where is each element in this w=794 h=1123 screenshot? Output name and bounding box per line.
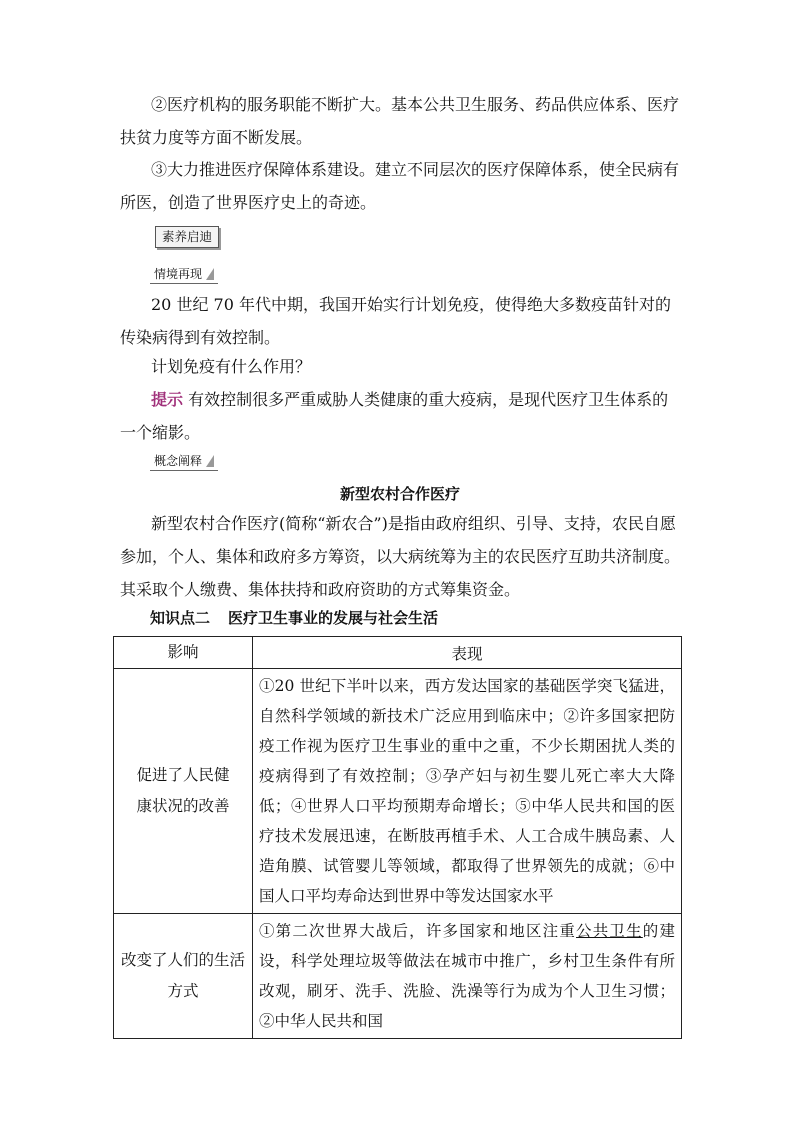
section-tag-inspiration: 素养启迪 [155, 226, 219, 248]
table-header-row [114, 637, 682, 669]
table-cell-detail [253, 914, 682, 1039]
table-header-impact: 影响 [114, 637, 253, 669]
scenario-text: 20 世纪 70 年代中期，我国开始实行计划免疫，使得绝大多数疫苗针对的传染病得到有效控制。 [120, 295, 671, 347]
scenario-tag-label: 情境再现 [154, 267, 203, 281]
tag-corner-icon [206, 455, 214, 467]
knowledge-point-label: 知识点二 [150, 609, 211, 627]
concept-title: 新型农村合作医疗 [339, 485, 460, 503]
table-header-manifestation: 表现 [253, 637, 682, 669]
paragraph-medical-insurance: ③大力推进医疗保障体系建设。建立不同层次的医疗保障体系，使全民病有所医，创造了世界医疗史上的奇迹。 [120, 160, 680, 212]
table-cell-impact: 改变了人们的生活方式 [114, 914, 253, 1039]
table-row [114, 914, 682, 1039]
impact-table [113, 636, 682, 1039]
hint-label: 提示 [151, 390, 184, 409]
detail-underlined-text: 公共卫生 [576, 922, 643, 940]
scenario-hint [120, 383, 680, 449]
detail-text: ①第二次世界大战后，许多国家和地区注重 [259, 922, 577, 940]
concept-tag [150, 453, 218, 471]
concept-text: 新型农村合作医疗(简称“新农合”)是指由政府组织、引导、支持，农民自愿参加，个人、集体和政府多方筹资，以大病统筹为主的农民医疗互助共济制度。其采取个人缴费、集体扶持和政府资助的方式筹集资金。 [120, 514, 681, 599]
table-cell-impact: 促进了人民健康状况的改善 [114, 669, 253, 914]
table-cell-detail: ①20 世纪下半叶以来，西方发达国家的基础医学突飞猛进，自然科学领域的新技术广泛应用到临床中；②许多国家把防疫工作视为医疗卫生事业的重中之重，不少长期困扰人类的疫病得到了有效控制；③孕产妇与初生婴儿死亡率大大降低；④世界人口平均预期寿命增长；⑤中华人民共和国的医疗技术发展迅速，在断肢再植手术、人工合成牛胰岛素、人造角膜、试管婴儿等领域，都取得了世界领先的成就；⑥中国人口平均寿命达到世界中等发达国家水平 [253, 669, 682, 914]
knowledge-point-heading [150, 607, 438, 628]
scenario-question: 计划免疫有什么作用？ [151, 357, 312, 376]
concept-tag-label: 概念阐释 [154, 454, 203, 468]
detail-text: 的建设，科学处理垃圾等做法在城市中推广，乡村卫生条件有所改观，刷牙、洗手、洗脸、洗澡等行为成为个人卫生习惯；②中华人民共和国 [259, 922, 675, 1030]
paragraph-medical-services: ②医疗机构的服务职能不断扩大。基本公共卫生服务、药品供应体系、医疗扶贫力度等方面不断发展。 [120, 95, 680, 147]
table-row [114, 669, 682, 914]
scenario-tag [150, 266, 218, 284]
knowledge-point-title: 医疗卫生事业的发展与社会生活 [228, 609, 439, 627]
tag-corner-icon [206, 268, 214, 280]
hint-text: 有效控制很多严重威胁人类健康的重大疫病，是现代医疗卫生体系的一个缩影。 [120, 390, 669, 442]
